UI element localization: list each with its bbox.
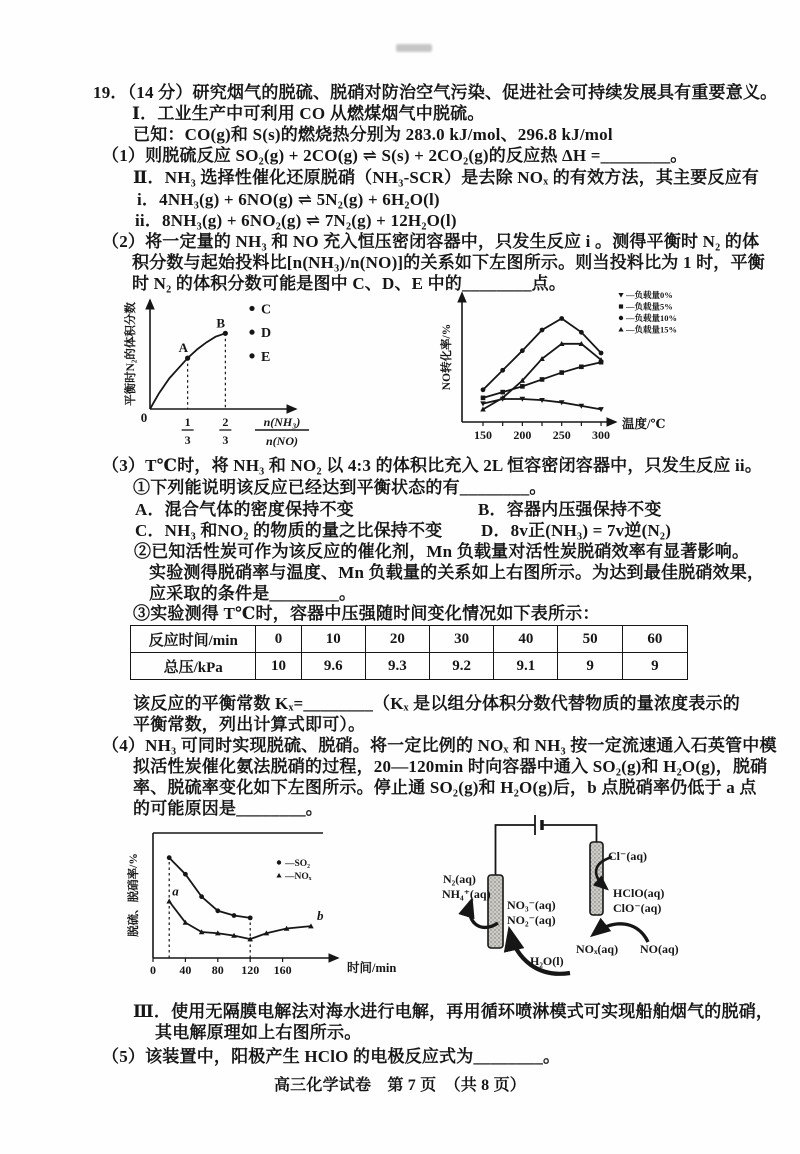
part1-title: Ⅰ．工业生产中可利用 CO 从燃煤烟气中脱硫。 — [132, 104, 485, 123]
cathode-electrode — [488, 875, 503, 948]
svg-text:E: E — [261, 349, 271, 365]
pressure-time-table — [130, 625, 688, 680]
value-cell: 9 — [558, 653, 622, 680]
table-header-row — [131, 626, 688, 653]
svg-text:—负载量0%: —负载量0% — [626, 290, 673, 300]
x-axis-label-denominator: n(NO) — [266, 434, 298, 448]
nh4-label: NH₄⁺(aq) — [442, 887, 491, 901]
svg-text:120: 120 — [241, 963, 260, 977]
svg-text:—负载量10%: —负载量10% — [626, 313, 678, 323]
row-label-cell: 总压/kPa — [131, 653, 256, 680]
svg-text:—SO₂: —SO₂ — [285, 859, 311, 869]
value-cell: 9.1 — [494, 653, 558, 680]
svg-text:40: 40 — [179, 963, 192, 977]
q2-line-1: （2）将一定量的 NH₃ 和 NO 充入恒压密闭容器中，只发生反应 i 。测得平衡时 N₂ 的体 — [102, 232, 760, 251]
q3-sub3: ③实验测得 T℃时，容器中压强随时间变化情况如下表所示： — [133, 604, 600, 623]
kx-line-2: 平衡常数，列出计算式即可）。 — [133, 715, 366, 734]
cl-label: Cl⁻(aq) — [608, 849, 647, 863]
value-cell: 10 — [301, 626, 365, 653]
reaction-ii: ii．8NH₃(g) + 6NO₂(g) ⇌ 7N₂(g) + 12H₂O(l) — [135, 211, 457, 230]
reaction-i: i．4NH₃(g) + 6NO(g) ⇌ 5N₂(g) + 6H₂O(l) — [137, 190, 440, 209]
option-b: B．容器内压强保持不变 — [478, 500, 662, 519]
no-label: NO(aq) — [640, 942, 679, 956]
y-axis-label: 平衡时N₂的体积分数 — [125, 302, 137, 406]
svg-text:—负载量15%: —负载量15% — [626, 324, 678, 335]
svg-text:80: 80 — [211, 963, 224, 977]
kx-line-1: 该反应的平衡常数 Kₓ=________（Kₓ 是以组分体积分数代替物质的量浓度表示的 — [133, 694, 740, 713]
svg-text:150: 150 — [474, 428, 492, 442]
value-cell: 0 — [256, 626, 301, 653]
no3-label: NO₃⁻(aq) — [507, 898, 556, 912]
value-cell: 9.3 — [365, 653, 429, 680]
electrolysis-diagram — [430, 805, 750, 990]
part1-known: 已知：CO(g)和 S(s)的燃烧热分别为 283.0 kJ/mol、296.8 kJ/mol — [133, 125, 613, 144]
q3-line-1: （3）T℃时，将 NH₃ 和 NO₂ 以 4:3 的体积比充入 2L 恒容密闭容器中，只发生反应 ii。 — [102, 456, 763, 475]
option-d: D．8v正(NH₃) = 7v逆(N₂) — [481, 521, 672, 540]
q2-line-3: 时 N₂ 的体积分数可能是图中 C、D、E 中的________点。 — [132, 274, 567, 293]
svg-text:b: b — [316, 908, 324, 924]
no2-label: NO₂⁻(aq) — [507, 913, 556, 927]
q3-sub1: ①下列能说明该反应已经达到平衡状态的有________。 — [133, 478, 547, 497]
q2-line-2: 积分数与起始投料比[n(NH₃)/n(NO)]的关系如下左图所示。则当投料比为 1 时，平衡 — [132, 253, 765, 272]
q4-line-2: 拟活性炭催化氨法脱硝的过程，20—120min 时向容器中通入 SO₂(g)和 H₂O(g)，脱硝 — [133, 757, 768, 776]
value-cell: 9 — [622, 653, 687, 680]
svg-text:300: 300 — [592, 428, 611, 442]
wire-right — [542, 825, 597, 842]
q3-sub2-line-3: 应采取的条件是________。 — [149, 584, 357, 603]
svg-text:250: 250 — [552, 428, 571, 442]
value-cell: 9.2 — [430, 653, 494, 680]
svg-text:0: 0 — [150, 963, 156, 977]
origin-label: 0 — [140, 410, 148, 425]
svg-text:200: 200 — [513, 428, 532, 442]
x-axis-label: 时间/min — [347, 961, 397, 975]
q4-line-1: （4）NH₃ 可同时实现脱硫、脱硝。将一定比例的 NOₓ 和 NH₃ 按一定流速通入石英管中模 — [102, 736, 777, 755]
option-a: A．混合气体的密度保持不变 — [135, 500, 354, 519]
option-c: C．NH₃ 和NO₂ 的物质的量之比保持不变 — [135, 521, 443, 540]
page-footer: 高三化学试卷 第 7 页 （共 8 页） — [273, 1077, 526, 1094]
scan-artifact — [396, 44, 432, 52]
q3-sub2-line-2: 实验测得脱硝率与温度、Mn 负载量的关系如上右图所示。为达到最佳脱硝效果， — [149, 563, 765, 582]
value-cell: 10 — [256, 653, 301, 680]
no-conversion-chart — [440, 285, 750, 450]
wire-left — [496, 825, 536, 875]
part3-line-2: 其电解原理如上右图所示。 — [155, 1023, 362, 1042]
q1-line: （1）则脱硫反应 SO₂(g) + 2CO(g) ⇌ S(s) + 2CO₂(g)的反应热 ΔH =________。 — [102, 146, 688, 165]
svg-text:3: 3 — [222, 433, 229, 447]
water-label: H₂O(l) — [530, 954, 564, 968]
hclo-label: HClO(aq) — [613, 886, 665, 900]
chart-legend — [276, 859, 311, 882]
svg-text:D: D — [261, 326, 272, 342]
svg-text:—NOₓ: —NOₓ — [285, 872, 312, 882]
q4-line-4: 的可能原因是________。 — [133, 799, 323, 818]
q3-sub2-line-1: ②已知活性炭可作为该反应的催化剂，Mn 负载量对活性炭脱硝效率有显著影响。 — [134, 542, 750, 561]
n2-label: N₂(aq) — [443, 872, 476, 886]
svg-text:3: 3 — [184, 433, 191, 447]
svg-text:B: B — [216, 315, 226, 331]
svg-text:1: 1 — [184, 415, 191, 429]
nox-label: NOₓ(aq) — [576, 942, 619, 956]
clo-label: ClO⁻(aq) — [613, 901, 662, 915]
series-plot — [474, 316, 610, 442]
value-cell: 50 — [558, 626, 622, 653]
svg-text:A: A — [178, 340, 189, 356]
svg-text:—负载量5%: —负载量5% — [626, 301, 673, 312]
q19-header: 19．（14 分）研究烟气的脱硫、脱硝对防治空气污染、促进社会可持续发展具有重要意义。 — [93, 83, 778, 102]
value-cell: 30 — [430, 626, 494, 653]
row-label-cell: 反应时间/min — [131, 626, 256, 653]
value-cell: 9.6 — [301, 653, 365, 680]
svg-text:160: 160 — [273, 963, 292, 977]
y-axis-label: 脱硫、脱硝率/% — [128, 853, 140, 937]
value-cell: 20 — [365, 626, 429, 653]
x-axis-label: 温度/℃ — [622, 417, 666, 431]
value-cell: 40 — [494, 626, 558, 653]
x-axis-label-numerator: n(NH₃) — [263, 415, 301, 429]
svg-text:2: 2 — [222, 415, 229, 429]
svg-text:a: a — [172, 883, 179, 899]
curve-plot — [150, 302, 271, 447]
part3-line-1: Ⅲ．使用无隔膜电解法对海水进行电解，再用循环喷淋模式可实现船舶烟气的脱硝， — [133, 1002, 774, 1021]
q5-line: （5）该装置中，阳极产生 HClO 的电极反应式为________。 — [102, 1047, 561, 1066]
part2-title: Ⅱ．NH₃ 选择性催化还原脱硝（NH₃-SCR）是去除 NOₓ 的有效方法，其主要反应有 — [133, 168, 760, 187]
desulfurization-denitrification-chart — [95, 828, 405, 978]
table-value-row — [131, 653, 688, 680]
q4-line-3: 率、脱硫率变化如下左图所示。停止通 SO₂(g)和 H₂O(g)后，b 点脱硝率仍低于 a 点 — [133, 778, 757, 797]
value-cell: 60 — [622, 626, 687, 653]
no-oxidation-arrow — [594, 924, 648, 942]
chart-legend — [618, 290, 677, 335]
n2-volume-fraction-chart — [90, 290, 380, 455]
svg-text:C: C — [261, 302, 272, 318]
y-axis-label: NO转化率/% — [441, 323, 453, 391]
